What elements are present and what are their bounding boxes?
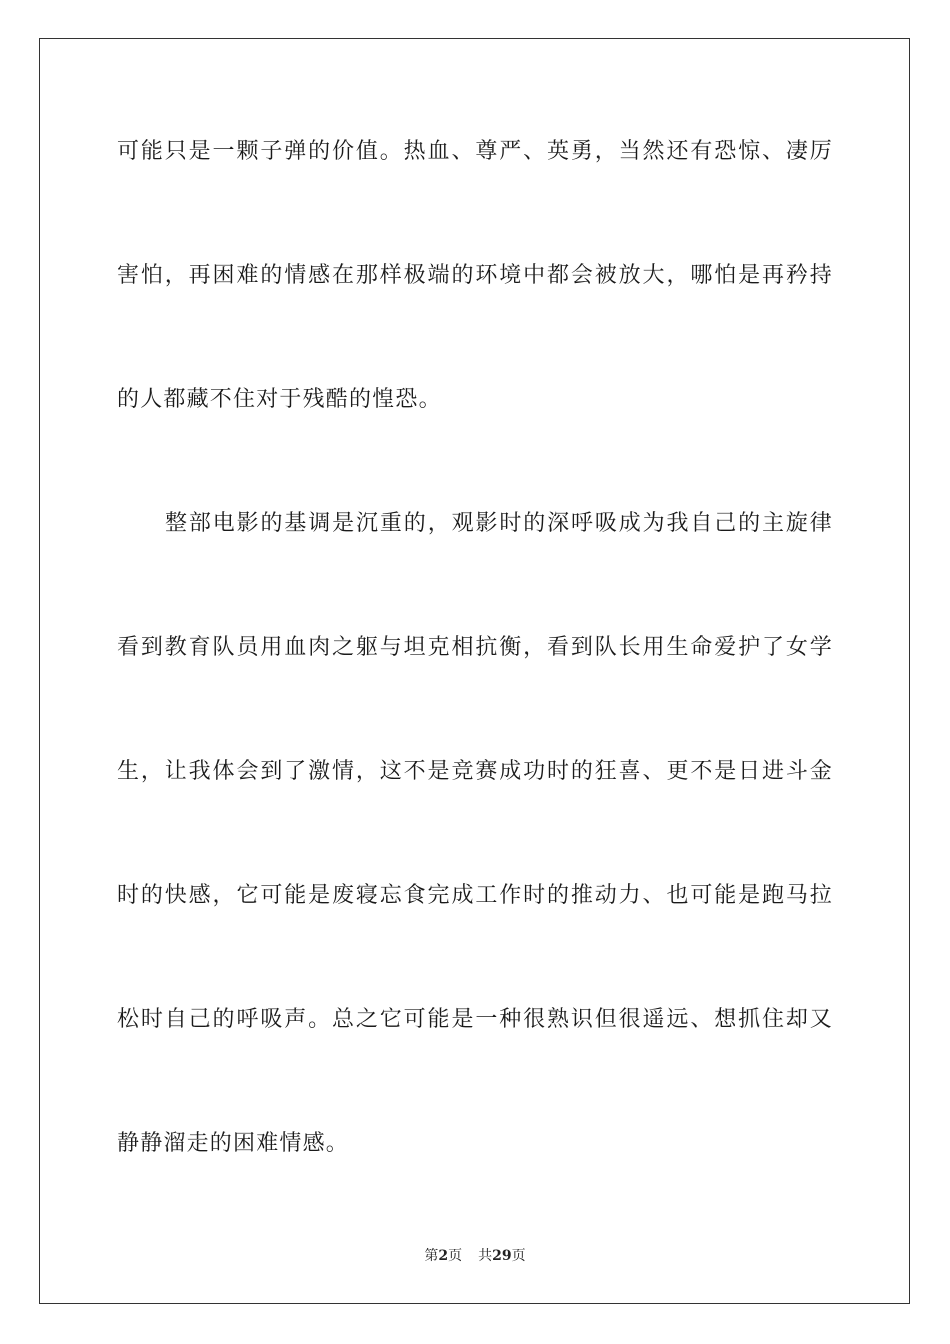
paragraph — [117, 130, 833, 502]
page-footer — [0, 1246, 950, 1266]
total-label-suffix: 页 — [511, 1248, 526, 1264]
page-number: 2 — [438, 1248, 449, 1264]
text-line: 的人都藏不住对于残酷的惶恐。 — [117, 387, 442, 412]
paragraph — [117, 502, 833, 1246]
page-label-suffix: 页 — [448, 1248, 463, 1264]
text-line: 害怕，再困难的情感在那样极端的环境中都会被放大，哪怕是再矜持 — [117, 263, 833, 288]
page-label-prefix: 第 — [424, 1248, 439, 1264]
text-line: 时的快感，它可能是废寝忘食完成工作时的推动力、也可能是跑马拉 — [117, 883, 833, 908]
text-line: 松时自己的呼吸声。总之它可能是一种很熟识但很遥远、想抓住却又 — [117, 1007, 833, 1032]
total-label-prefix: 共 — [478, 1248, 493, 1264]
text-line: 可能只是一颗子弹的价值。热血、尊严、英勇，当然还有恐惊、凄厉 — [117, 139, 833, 164]
text-line: 生，让我体会到了激情，这不是竞赛成功时的狂喜、更不是日进斗金 — [117, 759, 833, 784]
document-body — [117, 130, 833, 1246]
total-pages: 29 — [492, 1248, 512, 1264]
text-line: 整部电影的基调是沉重的，观影时的深呼吸成为我自己的主旋律 — [165, 511, 833, 536]
text-line: 静静溜走的困难情感。 — [117, 1131, 350, 1156]
text-line: 看到教育队员用血肉之躯与坦克相抗衡，看到队长用生命爱护了女学 — [117, 635, 833, 660]
